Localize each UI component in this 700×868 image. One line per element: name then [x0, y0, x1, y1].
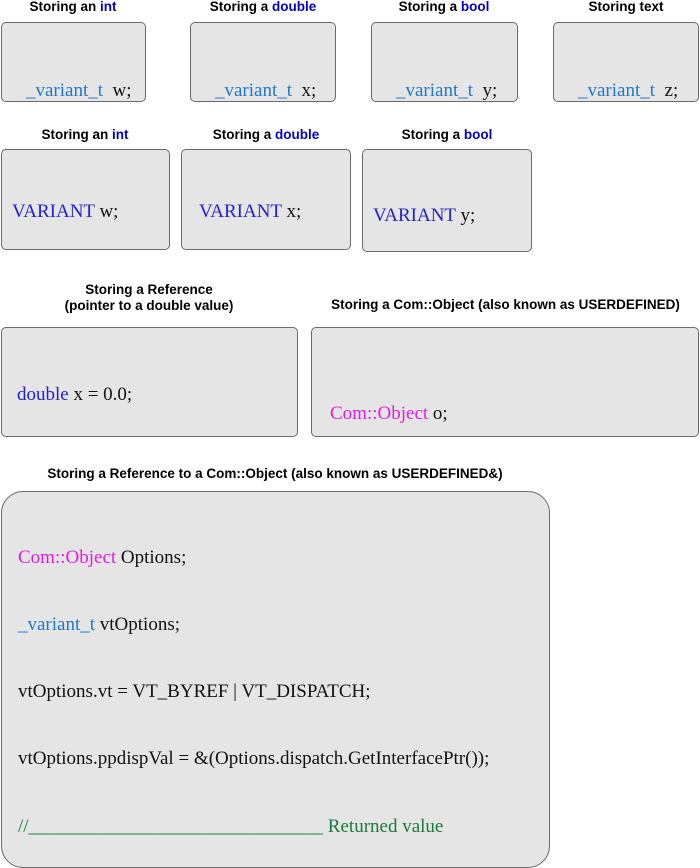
code-line — [17, 383, 297, 406]
code-box-row2-int — [1, 149, 170, 250]
code-text: Options; — [116, 546, 187, 568]
type-token: Com::Object — [18, 546, 117, 568]
code-box-row1-double — [190, 22, 336, 102]
type-token: _variant_t — [18, 614, 96, 636]
code-text: vtOptions; — [95, 614, 181, 636]
type-token: Com::Object — [330, 403, 429, 424]
label-keyword: bool — [463, 127, 493, 142]
type-token: _variant_t — [26, 80, 104, 101]
code-text: w; — [94, 201, 119, 222]
code-box-row2-bool — [362, 149, 532, 252]
code-box-row3-com-object — [311, 327, 699, 437]
label-row1-text — [553, 0, 699, 15]
code-text: o; — [428, 403, 448, 424]
label-keyword: double — [275, 127, 320, 142]
label-text: Storing a Reference to a Com::Object (also known as USERDEFINED&) — [47, 466, 503, 481]
code-box-row3-reference — [1, 327, 298, 437]
label-keyword: int — [100, 0, 117, 14]
label-text: Storing a — [209, 0, 272, 14]
label-text: Storing an — [41, 127, 112, 142]
label-keyword: bool — [460, 0, 490, 14]
label-row3-reference — [0, 282, 298, 314]
label-row2-bool — [362, 127, 532, 143]
code-line: vtOptions.ppdispVal = &(Options.dispatch.GetInterfacePtr()); — [18, 748, 490, 770]
label-text: Storing a Com::Object (also known as USERDEFINED) — [331, 297, 680, 312]
label-row4-com-object-reference — [0, 466, 550, 482]
label-line: Storing a Reference — [85, 282, 213, 297]
label-line: (pointer to a double value) — [64, 298, 234, 313]
type-token: VARIANT — [199, 201, 282, 222]
label-text: Storing an — [29, 0, 100, 14]
label-keyword: int — [112, 127, 129, 142]
label-row2-int — [0, 127, 170, 143]
code-text: z; — [655, 80, 679, 101]
code-box-row1-text — [553, 22, 699, 102]
label-row1-double — [190, 0, 336, 15]
code-box-row1-int — [1, 22, 146, 102]
label-row3-com-object — [311, 297, 700, 313]
code-text: x; — [281, 201, 302, 222]
code-line — [215, 79, 335, 102]
label-keyword: double — [272, 0, 317, 14]
label-text: Storing a — [398, 0, 461, 14]
code-box-row2-double — [181, 149, 351, 250]
type-token: _variant_t — [396, 80, 474, 101]
type-token: _variant_t — [215, 80, 293, 101]
type-token: VARIANT — [12, 201, 95, 222]
code-line — [18, 614, 549, 636]
code-line — [373, 204, 531, 227]
label-row1-bool — [371, 0, 517, 15]
code-text: y; — [455, 205, 476, 226]
comment-line: //_______________________________ Returned value — [18, 815, 444, 837]
code-text: x; — [292, 80, 317, 101]
label-text: Storing text — [588, 0, 664, 14]
code-line — [330, 402, 698, 425]
code-box-row4-com-object-reference — [1, 491, 550, 868]
code-text: w; — [103, 80, 132, 101]
code-line — [18, 547, 549, 569]
type-token: VARIANT — [373, 205, 456, 226]
type-token: _variant_t — [578, 80, 656, 101]
code-box-row1-bool — [371, 22, 518, 102]
label-text: Storing a — [401, 127, 464, 142]
code-line — [396, 79, 517, 102]
code-line — [26, 79, 145, 102]
code-line — [199, 200, 350, 223]
code-line — [578, 79, 698, 102]
type-token: double — [17, 384, 69, 405]
code-line — [12, 200, 169, 223]
code-line: vtOptions.vt = VT_BYREF | VT_DISPATCH; — [18, 681, 371, 703]
label-row2-double — [181, 127, 351, 143]
code-text: x = 0.0; — [68, 384, 133, 405]
label-row1-int — [0, 0, 146, 15]
label-text: Storing a — [212, 127, 275, 142]
code-text: y; — [473, 80, 498, 101]
